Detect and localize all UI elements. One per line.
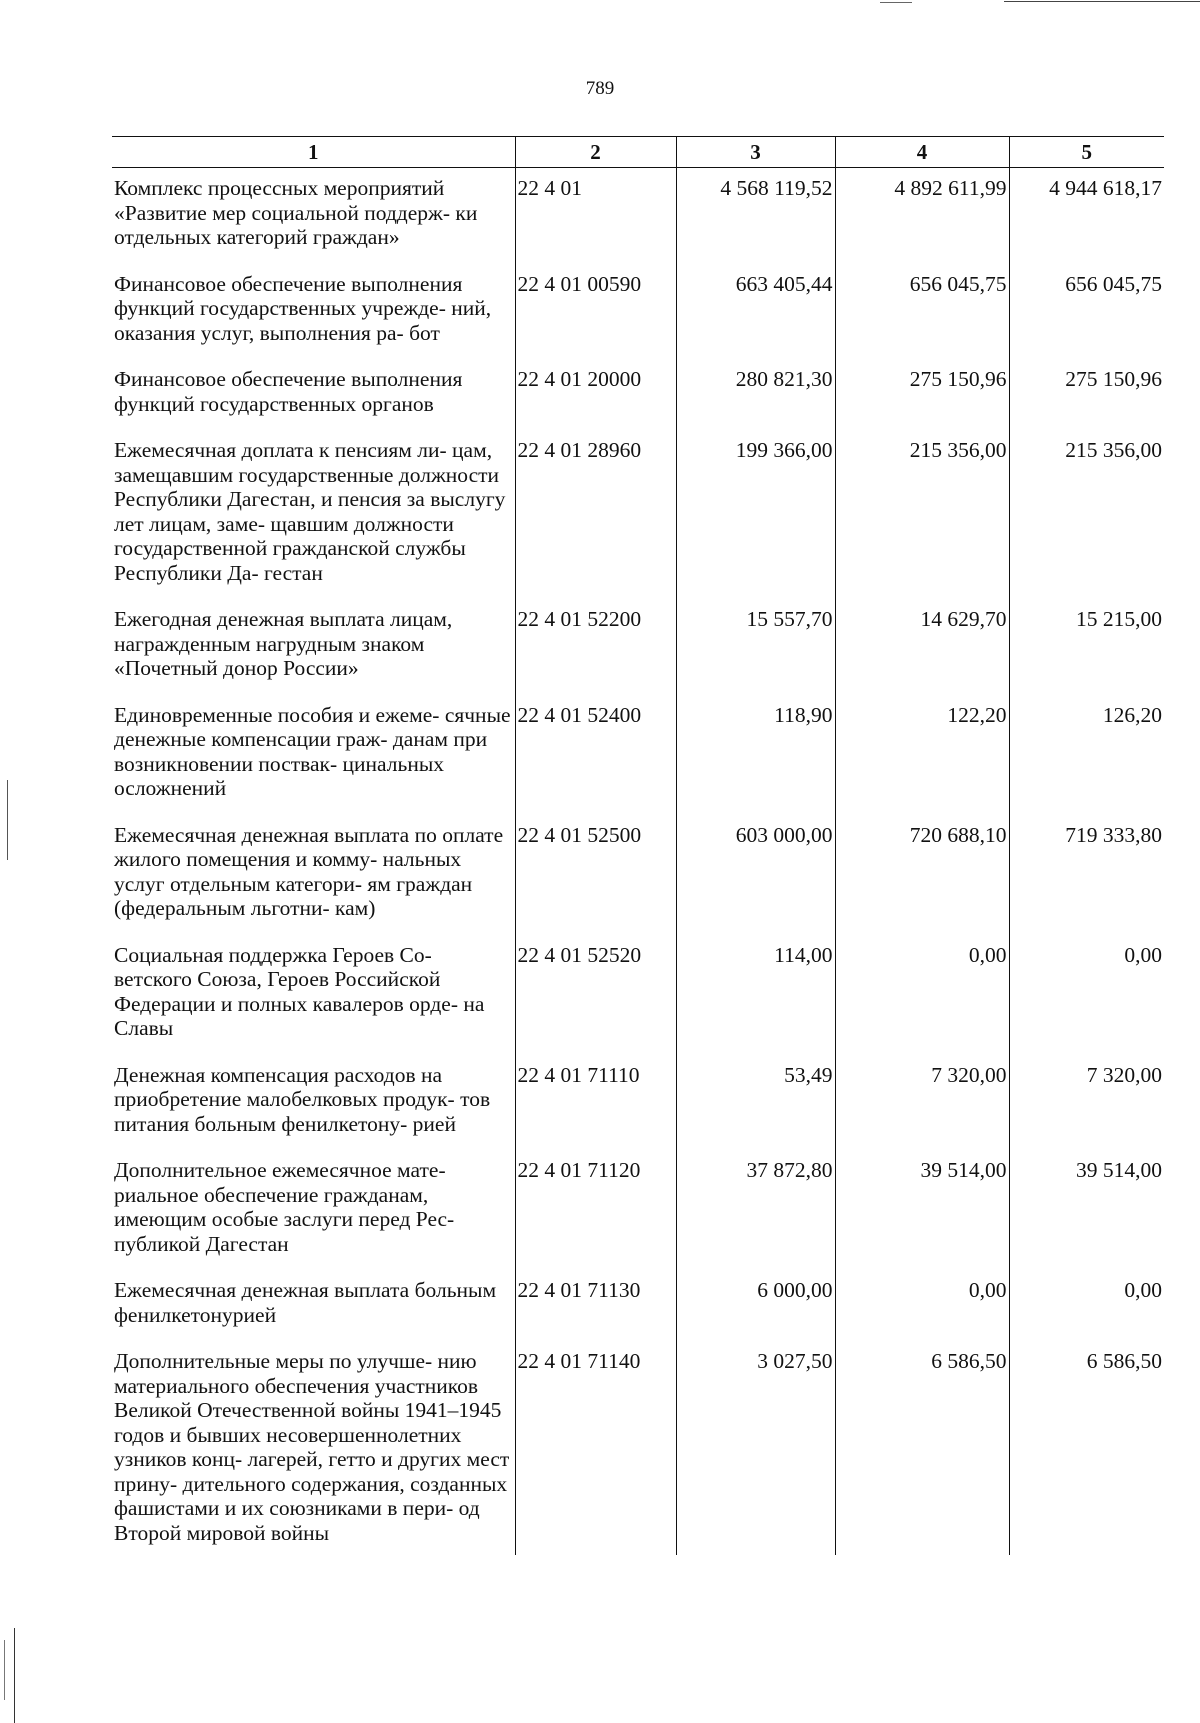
row-value-4: 0,00 — [835, 1270, 1009, 1341]
table-row — [112, 1055, 1164, 1151]
row-name: Ежегодная денежная выплата лицам, награжденным нагрудным знаком «Почетный донор России» — [114, 607, 453, 680]
row-name: Социальная поддержка Героев Со- ветского Союза, Героев Российской Федерации и полных кавалеров орде- на Славы — [114, 942, 485, 1040]
column-header-4: 4 — [835, 137, 1009, 168]
row-name: Финансовое обеспечение выполнения функций государственных учрежде- ний, оказания услуг, выполнения ра- бот — [114, 271, 492, 345]
row-value-4: 656 045,75 — [835, 264, 1009, 360]
row-code: 22 4 01 52500 — [515, 815, 676, 935]
row-code: 22 4 01 71110 — [515, 1055, 676, 1151]
row-value-3: 3 027,50 — [676, 1341, 835, 1555]
row-code: 22 4 01 52400 — [515, 695, 676, 815]
scan-artifact-margin — [7, 780, 8, 860]
scan-artifact-line — [1004, 1, 1200, 2]
row-value-5: 719 333,80 — [1009, 815, 1164, 935]
row-value-3: 118,90 — [676, 695, 835, 815]
row-value-5: 39 514,00 — [1009, 1150, 1164, 1270]
column-header-3: 3 — [676, 137, 835, 168]
row-value-4: 7 320,00 — [835, 1055, 1009, 1151]
row-name: Денежная компенсация расходов на приобретение малобелковых продук- тов питания больным фенилкетону- рией — [114, 1062, 491, 1136]
row-value-3: 37 872,80 — [676, 1150, 835, 1270]
row-value-5: 0,00 — [1009, 1270, 1164, 1341]
row-name: Ежемесячная денежная выплата по оплате жилого помещения и комму- нальных услуг отдельным категори- ям граждан (федеральным льготни- кам) — [114, 822, 504, 920]
column-header-2: 2 — [515, 137, 676, 168]
scan-artifact-margin — [4, 1640, 5, 1700]
table-row — [112, 815, 1164, 935]
row-value-3: 280 821,30 — [676, 359, 835, 430]
row-value-4: 0,00 — [835, 935, 1009, 1055]
row-name: Финансовое обеспечение выполнения функций государственных органов — [114, 367, 463, 416]
row-value-3: 53,49 — [676, 1055, 835, 1151]
row-value-5: 7 320,00 — [1009, 1055, 1164, 1151]
table-row — [112, 168, 1164, 264]
row-value-5: 0,00 — [1009, 935, 1164, 1055]
row-code: 22 4 01 71130 — [515, 1270, 676, 1341]
row-value-3: 114,00 — [676, 935, 835, 1055]
row-value-3: 4 568 119,52 — [676, 168, 835, 264]
row-value-5: 126,20 — [1009, 695, 1164, 815]
row-code: 22 4 01 52200 — [515, 599, 676, 695]
row-code: 22 4 01 52520 — [515, 935, 676, 1055]
table-row — [112, 1341, 1164, 1555]
row-value-4: 4 892 611,99 — [835, 168, 1009, 264]
row-code: 22 4 01 28960 — [515, 430, 676, 599]
row-value-4: 6 586,50 — [835, 1341, 1009, 1555]
row-code: 22 4 01 00590 — [515, 264, 676, 360]
header-row — [112, 137, 1164, 168]
row-value-4: 122,20 — [835, 695, 1009, 815]
row-value-5: 15 215,00 — [1009, 599, 1164, 695]
row-code: 22 4 01 71140 — [515, 1341, 676, 1555]
scan-artifact-margin — [14, 1628, 15, 1723]
table-row — [112, 264, 1164, 360]
row-value-5: 6 586,50 — [1009, 1341, 1164, 1555]
row-value-5: 215 356,00 — [1009, 430, 1164, 599]
row-value-4: 39 514,00 — [835, 1150, 1009, 1270]
column-header-1: 1 — [112, 137, 515, 168]
row-value-3: 15 557,70 — [676, 599, 835, 695]
row-value-3: 199 366,00 — [676, 430, 835, 599]
table-row — [112, 935, 1164, 1055]
table-row — [112, 359, 1164, 430]
table-row — [112, 599, 1164, 695]
row-value-4: 275 150,96 — [835, 359, 1009, 430]
row-value-3: 663 405,44 — [676, 264, 835, 360]
row-value-3: 603 000,00 — [676, 815, 835, 935]
row-name: Дополнительные меры по улучше- нию материального обеспечения участников Великой Отечественной войны 1941–1945 годов и бывших несовершеннолетних узников конц- лагерей, гетто и других мест прину- дительного содержания, созданных фашистами и их союзниками в пери- од Второй мировой войны — [114, 1349, 510, 1545]
table-row — [112, 695, 1164, 815]
table-row — [112, 1270, 1164, 1341]
row-name: Ежемесячная денежная выплата больным фенилкетонурией — [114, 1278, 497, 1327]
row-code: 22 4 01 — [515, 168, 676, 264]
row-value-4: 720 688,10 — [835, 815, 1009, 935]
column-header-5: 5 — [1009, 137, 1164, 168]
row-value-5: 656 045,75 — [1009, 264, 1164, 360]
row-value-5: 275 150,96 — [1009, 359, 1164, 430]
row-name: Единовременные пособия и ежеме- сячные денежные компенсации граж- данам при возникновении поствак- цинальных осложнений — [114, 702, 511, 800]
table-row — [112, 430, 1164, 599]
row-value-3: 6 000,00 — [676, 1270, 835, 1341]
row-value-4: 14 629,70 — [835, 599, 1009, 695]
row-value-4: 215 356,00 — [835, 430, 1009, 599]
scan-artifact-dash — [880, 2, 912, 3]
page-number: 789 — [585, 78, 615, 99]
budget-table — [112, 136, 1164, 1555]
row-name: Ежемесячная доплата к пенсиям ли- цам, замещавшим государственные должности Республики Дагестан, и пенсия за выслугу лет лицам, заме- щавшим должности государственной гражданской службы Республики Да- гестан — [114, 438, 506, 585]
row-value-5: 4 944 618,17 — [1009, 168, 1164, 264]
row-code: 22 4 01 20000 — [515, 359, 676, 430]
row-name: Комплекс процессных мероприятий «Развитие мер социальной поддерж- ки отдельных категорий граждан» — [114, 176, 478, 249]
table-row — [112, 1150, 1164, 1270]
row-name: Дополнительное ежемесячное мате- риальное обеспечение гражданам, имеющим особые заслуги перед Рес- публикой Дагестан — [114, 1158, 455, 1256]
row-code: 22 4 01 71120 — [515, 1150, 676, 1270]
